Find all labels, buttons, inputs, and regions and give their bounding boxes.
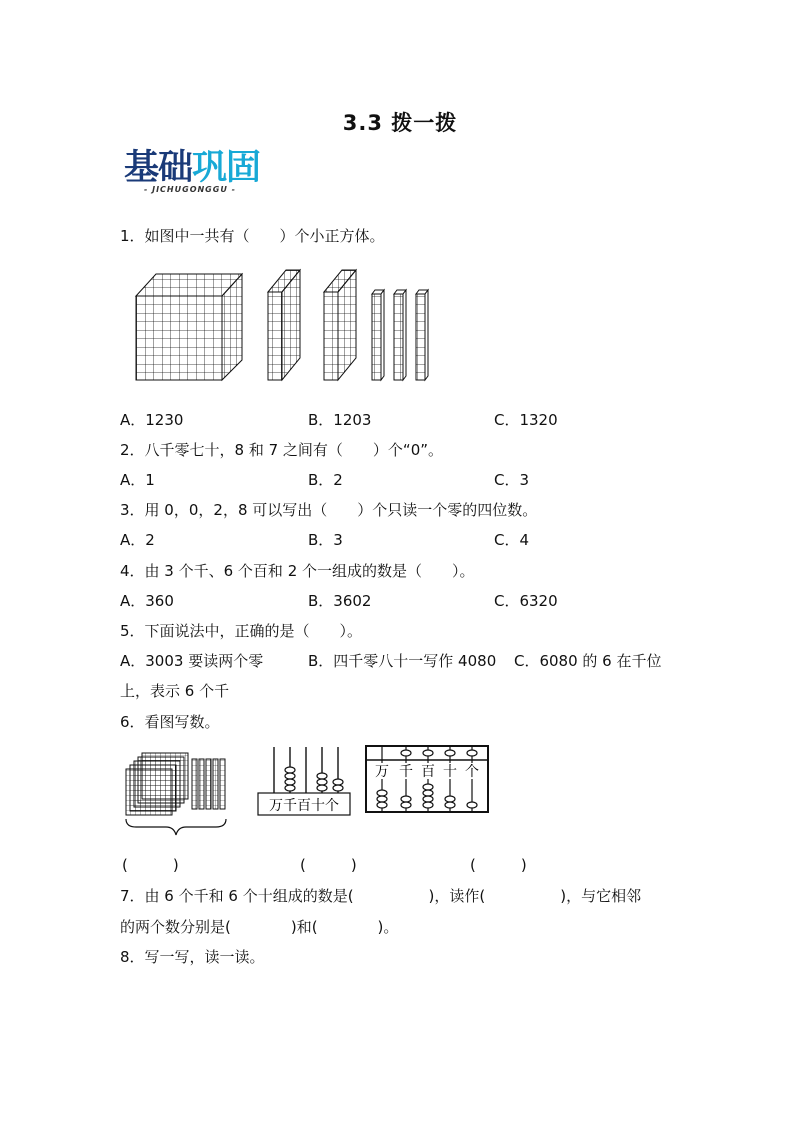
q3-option-a[interactable]: A．2 [120,531,155,549]
q6-abacus2-label-shi: 十 [443,764,457,780]
page-title: 3.3 拨一拨 [342,111,458,135]
q2-option-b[interactable]: B．2 [308,471,343,489]
banner-title-part1: 基础 [124,148,193,188]
q6-ten-rods [192,759,225,809]
q6-abacus2-label-wan: 万 [375,764,389,780]
q4-option-a[interactable]: A．360 [120,592,174,610]
question-7-line-1: 7．由 6 个千和 6 个十组成的数是( )，读作( )，与它相邻 [120,887,642,905]
question-3: 3．用 0，0，2，8 可以写出（ ）个只读一个零的四位数。 [120,501,538,519]
question-6: 6．看图写数。 [120,713,220,731]
q2-option-a[interactable]: A．1 [120,471,155,489]
question-7-line-2: 的两个数分别是( )和( )。 [120,918,399,936]
question-2: 2．八千零七十，8 和 7 之间有（ ）个“0”。 [120,441,444,459]
section-banner [124,148,274,194]
q6-answer-blank-3[interactable]: ( ) [470,856,527,874]
q6-abacus2-bottom-beads [377,784,477,808]
q4-option-c[interactable]: C．6320 [494,592,558,610]
q6-brace [126,819,226,835]
q6-abacus2-top-beads [401,750,477,756]
q6-abacus1-label: 万千百十个 [269,798,339,814]
q6-hundred-flats [126,753,188,815]
q4-option-b[interactable]: B．3602 [308,592,372,610]
banner-subtitle: - JICHUGONGGU - [144,185,236,194]
q6-abacus-figure-1 [255,745,355,817]
question-8: 8．写一写，读一读。 [120,948,265,966]
q6-abacus2-labels [372,763,484,780]
hundred-flat-2 [324,270,356,380]
ten-rod-1 [372,290,384,380]
banner-title-part2: 巩固 [192,148,261,188]
question-1: 1．如图中一共有（ ）个小正方体。 [120,227,385,245]
q6-answer-blank-2[interactable]: ( ) [300,856,357,874]
question-4: 4．由 3 个千、6 个百和 2 个一组成的数是（ ）。 [120,562,475,580]
q6-abacus-figure-2 [364,744,490,816]
q6-answer-blank-1[interactable]: ( ) [122,856,179,874]
hundred-flat-1 [268,270,300,380]
q1-option-a[interactable]: A．1230 [120,411,184,429]
q5-option-c-continued: 上，表示 6 个千 [120,682,230,700]
cube-blocks-figure [128,262,438,384]
ten-rod-3 [416,290,428,380]
banner-title [124,148,260,188]
q3-option-b[interactable]: B．3 [308,531,343,549]
q3-option-c[interactable]: C．4 [494,531,530,549]
q2-option-c[interactable]: C．3 [494,471,530,489]
q6-abacus2-label-bai: 百 [421,764,435,780]
q1-option-c[interactable]: C．1320 [494,411,558,429]
q6-abacus1-beads [285,767,343,791]
q5-option-c[interactable]: C．6080 的 6 在千位 [514,652,662,670]
q6-abacus2-label-ge: 个 [465,764,479,780]
q6-blocks-figure [120,745,235,840]
q5-option-a[interactable]: A．3003 要读两个零 [120,652,264,670]
thousand-cube [136,274,242,380]
q6-abacus2-label-qian: 千 [399,764,413,780]
q1-option-b[interactable]: B．1203 [308,411,372,429]
q5-option-b[interactable]: B．四千零八十一写作 4080 [308,652,497,670]
question-5: 5．下面说法中，正确的是（ ）。 [120,622,363,640]
ten-rod-2 [394,290,406,380]
